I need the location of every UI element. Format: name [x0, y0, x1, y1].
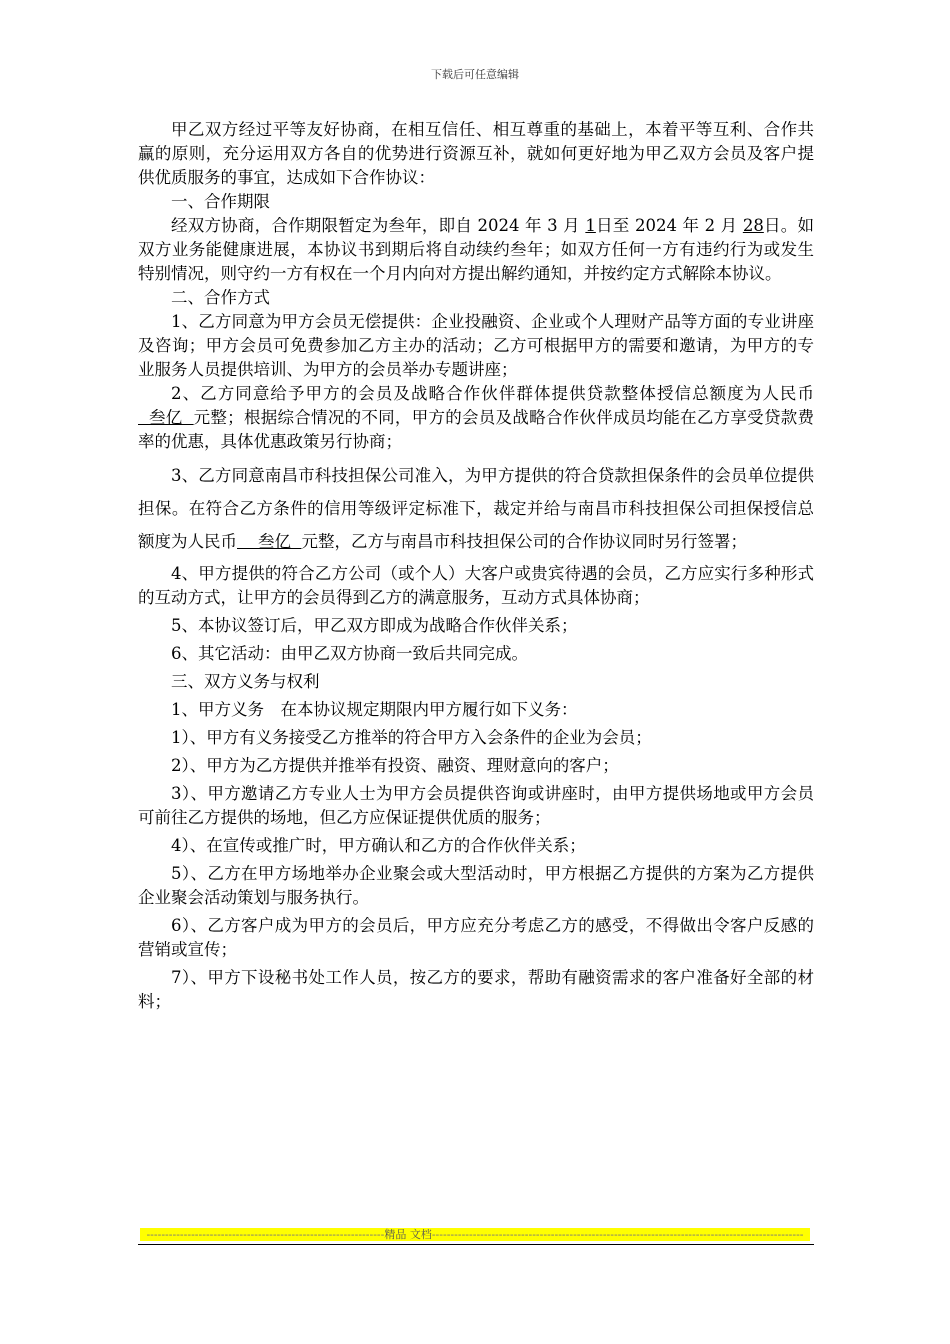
clause-2-6: 6、其它活动：由甲乙双方协商一致后共同完成。: [171, 644, 528, 663]
page-footer-banner: [140, 1228, 810, 1241]
term-start-day: 1: [585, 216, 596, 235]
clause-3-1-5: 5）、乙方在甲方场地举办企业聚会或大型活动时，甲方根据乙方提供的方案为乙方提供企业聚会活动策划与服务执行。: [138, 864, 814, 907]
clause-3-1-4: 4）、在宣传或推广时，甲方确认和乙方的合作伙伴关系；: [171, 836, 586, 855]
document-body: [138, 118, 814, 1014]
term-text-c: 日。如双方业务能健康进展，本协议书到期后将自动续约叁年；如双方任何一方有违约行为或发生特别情况，则守约一方有权在一个月内向对方提出解约通知，并按约定方式解除本协议。: [138, 216, 815, 283]
clause-2-5: 5、本协议签订后，甲乙双方即成为战略合作伙伴关系；: [171, 616, 578, 635]
term-text-b: 日至 2024 年 2 月: [595, 216, 743, 235]
page-header: 下载后可任意编辑: [431, 68, 519, 81]
clause-3-1-2: 2）、甲方为乙方提供并推举有投资、融资、理财意向的客户；: [171, 756, 619, 775]
section-2-title: 二、合作方式: [171, 288, 270, 307]
clause-2-3-text-a: 3、乙方同意南昌市科技担保公司准入，为甲方提供的符合贷款担保条件的会员单位提供担保。在符合乙方条件的信用等级评定标准下，裁定并给与南昌市科技担保公司担保授信总额度为人民币: [138, 466, 814, 551]
footer-dashes-left: ----------------------------------------------------------------: [146, 1228, 385, 1241]
clause-2-4: 4、甲方提供的符合乙方公司（或个人）大客户或贵宾待遇的会员，乙方应实行多种形式的互动方式，让甲方的会员得到乙方的满意服务，互动方式具体协商；: [138, 564, 814, 607]
term-end-day: 28: [742, 216, 764, 235]
clause-2-3: [138, 459, 814, 558]
section-3-title: 三、双方义务与权利: [171, 672, 320, 691]
footer-dashes-right: ----------------------------------------------------------------------------------------------------: [431, 1228, 804, 1241]
footer-rule: [138, 1244, 814, 1245]
clause-3-1-6: 6）、乙方客户成为甲方的会员后，甲方应充分考虑乙方的感受，不得做出令客户反感的营销或宣传；: [138, 916, 814, 959]
footer-text: 精品 文档: [384, 1228, 432, 1241]
clause-2-2: [138, 382, 814, 454]
clause-2-3-text-b: 元整，乙方与南昌市科技担保公司的合作协议同时另行签署；: [301, 532, 747, 551]
intro-paragraph: 甲乙双方经过平等友好协商，在相互信任、相互尊重的基础上，本着平等互利、合作共赢的原则，充分运用双方各自的优势进行资源互补，就如何更好地为甲乙双方会员及客户提供优质服务的事宜，达成如下合作协议：: [138, 120, 814, 187]
clause-2-1: 1、乙方同意为甲方会员无偿提供：企业投融资、企业或个人理财产品等方面的专业讲座及咨询；甲方会员可免费参加乙方主办的活动；乙方可根据甲方的需要和邀请，为甲方的专业服务人员提供培训、为甲方的会员举办专题讲座；: [138, 312, 814, 379]
term-text-a: 经双方协商，合作期限暂定为叁年，即自 2024 年 3 月: [171, 216, 586, 235]
clause-3-1-3: 3）、甲方邀请乙方专业人士为甲方会员提供咨询或讲座时，由甲方提供场地或甲方会员可前往乙方提供的场地，但乙方应保证提供优质的服务；: [138, 784, 814, 827]
clause-2-2-amount: 叁亿: [138, 408, 194, 427]
clause-2-2-text-b: 元整；根据综合情况的不同，甲方的会员及战略合作伙伴成员均能在乙方享受贷款费率的优惠，具体优惠政策另行协商；: [138, 408, 814, 451]
clause-3-1: 1、甲方义务 在本协议规定期限内甲方履行如下义务：: [171, 700, 578, 719]
clause-2-3-amount: 叁亿: [237, 532, 302, 551]
clause-3-1-7: 7）、甲方下设秘书处工作人员，按乙方的要求，帮助有融资需求的客户准备好全部的材料；: [138, 968, 814, 1011]
section-1-title: 一、合作期限: [171, 192, 270, 211]
clause-3-1-1: 1）、甲方有义务接受乙方推举的符合甲方入会条件的企业为会员；: [171, 728, 652, 747]
clause-2-2-text-a: 2、乙方同意给予甲方的会员及战略合作伙伴群体提供贷款整体授信总额度为人民币: [171, 384, 814, 403]
section-1-paragraph: [138, 214, 814, 286]
